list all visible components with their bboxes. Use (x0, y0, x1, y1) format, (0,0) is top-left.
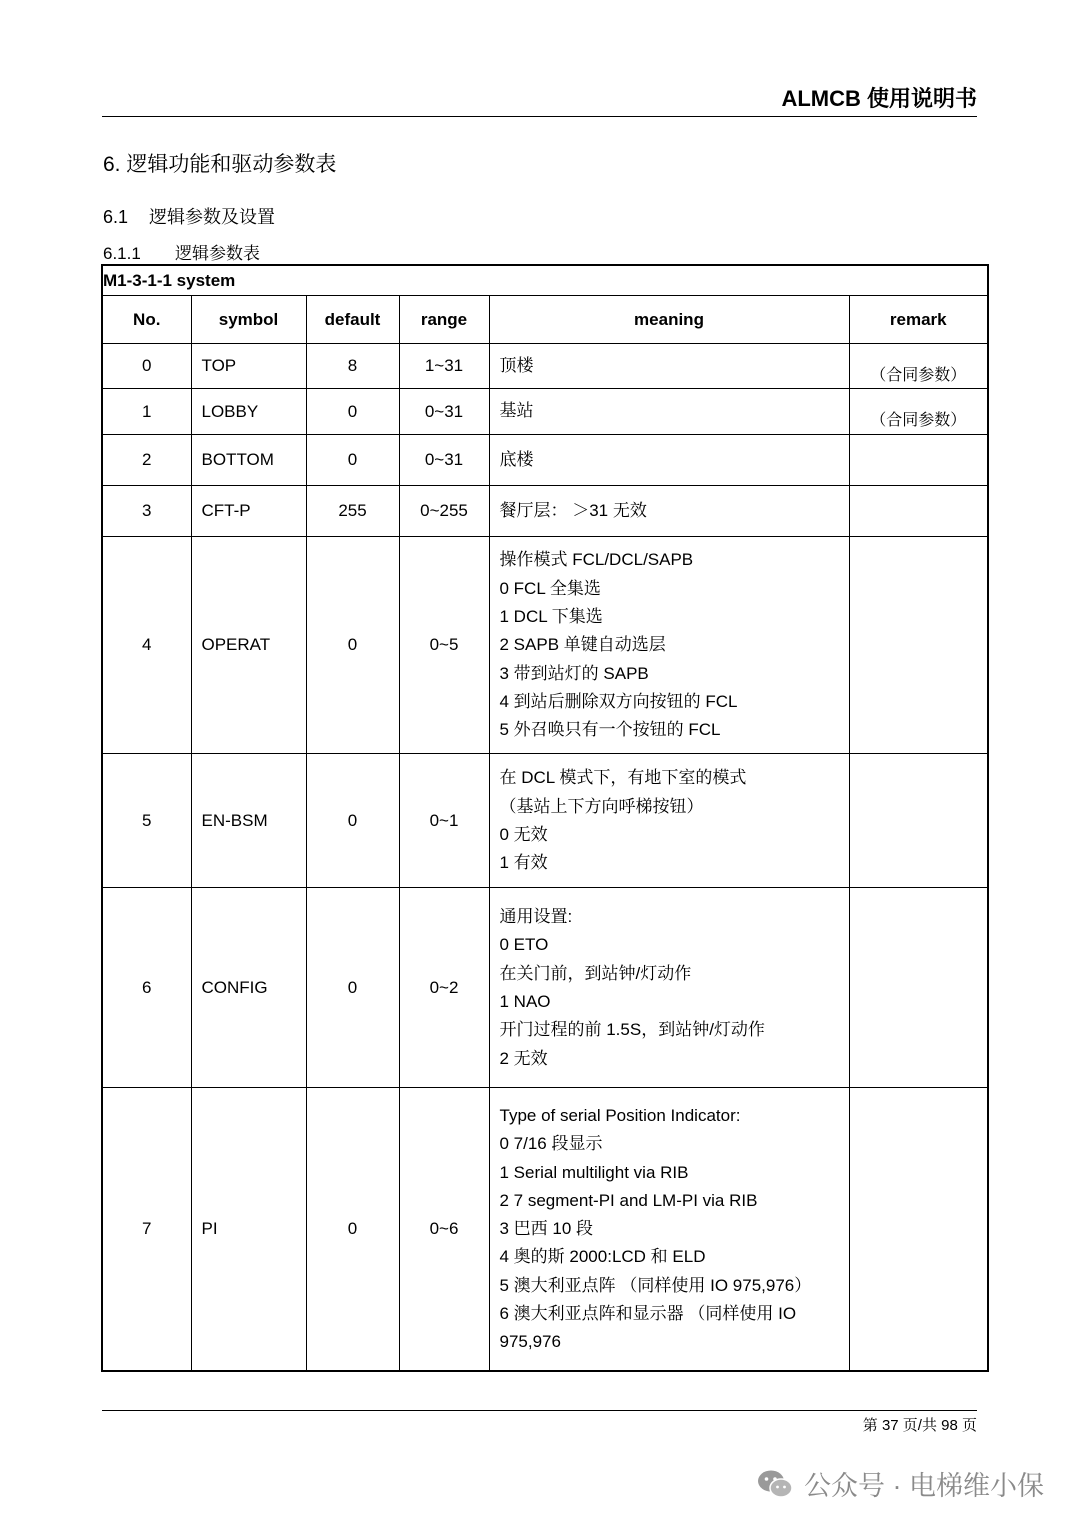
watermark-text: 公众号 · 电梯维小保 (804, 1471, 1044, 1501)
cell-meaning (489, 754, 849, 888)
cell-range: 0~31 (399, 389, 489, 435)
table-caption: M1-3-1-1 system (102, 265, 988, 296)
cell-range: 0~5 (399, 537, 489, 754)
meaning-line: 1 NAO (499, 992, 551, 1011)
meaning-line: 0 ETO (499, 935, 549, 955)
page-number: 第 37 页/共 98 页 (862, 1417, 977, 1434)
meaning-line: 顶楼 (499, 355, 534, 375)
cell-remark (849, 389, 988, 435)
cell-meaning (489, 486, 849, 537)
cell-remark (849, 486, 988, 537)
meaning-line: 餐厅层： ＞31 无效 (499, 500, 647, 520)
table-row (102, 1088, 988, 1371)
cell-remark (849, 344, 988, 389)
cell-remark (849, 537, 988, 754)
section-heading-6-1 (103, 203, 275, 229)
cell-no: 7 (102, 1088, 191, 1371)
table-row (102, 435, 988, 486)
column-header-range: range (399, 296, 489, 344)
cell-default: 0 (306, 1088, 399, 1371)
cell-symbol: PI (191, 1088, 306, 1371)
section-title: 逻辑参数及设置 (149, 207, 275, 227)
table-caption-row (102, 265, 988, 296)
cell-range: 0~31 (399, 435, 489, 486)
cell-default: 255 (306, 486, 399, 537)
meaning-line: 2 无效 (499, 1048, 548, 1068)
header-divider (102, 116, 977, 117)
cell-meaning (489, 344, 849, 389)
table-header-row (102, 296, 988, 344)
meaning-line: 通用设置: (499, 907, 573, 927)
cell-meaning (489, 389, 849, 435)
cell-symbol: CONFIG (191, 888, 306, 1088)
meaning-line: 4 奥的斯 2000:LCD 和 ELD (499, 1247, 706, 1267)
column-header-no: No. (102, 296, 191, 344)
table-row (102, 888, 988, 1088)
cell-range: 0~2 (399, 888, 489, 1088)
cell-remark (849, 888, 988, 1088)
cell-no: 5 (102, 754, 191, 888)
meaning-line: 底楼 (499, 449, 534, 469)
cell-remark (849, 754, 988, 888)
cell-no: 2 (102, 435, 191, 486)
table-row (102, 344, 988, 389)
meaning-line: 基站 (499, 401, 534, 421)
table-row (102, 486, 988, 537)
column-header-symbol: symbol (191, 296, 306, 344)
column-header-meaning: meaning (489, 296, 849, 344)
meaning-line: 0 7/16 段显示 (499, 1134, 603, 1154)
meaning-line: 1 DCL 下集选 (499, 607, 603, 627)
meaning-line: 3 巴西 10 段 (499, 1219, 594, 1239)
meaning-line: 975,976 (499, 1332, 561, 1352)
meaning-line: 1 有效 (499, 853, 548, 873)
table-row (102, 389, 988, 435)
document-header-title: ALMCB 使用说明书 (781, 86, 977, 111)
meaning-line: 2 SAPB 单键自动选层 (499, 635, 666, 655)
meaning-line: 在关门前，到站钟/灯动作 (499, 963, 692, 983)
remark-text: （合同参数） (870, 412, 967, 429)
cell-range: 0~255 (399, 486, 489, 537)
cell-meaning (489, 888, 849, 1088)
cell-symbol: LOBBY (191, 389, 306, 435)
meaning-line: 5 外召唤只有一个按钮的 FCL (499, 720, 721, 740)
column-header-remark: remark (849, 296, 988, 344)
meaning-line: 0 无效 (499, 825, 548, 844)
meaning-line: Type of serial Position Indicator: (499, 1105, 741, 1125)
section-heading-6-1-1 (103, 239, 260, 264)
meaning-line: 2 7 segment-PI and LM-PI via RIB (499, 1190, 758, 1210)
cell-default: 0 (306, 888, 399, 1088)
cell-remark (849, 435, 988, 486)
meaning-line: 4 到站后删除双方向按钮的 FCL (499, 691, 738, 711)
section-title: 逻辑参数表 (175, 244, 260, 263)
section-number: 6.1 (103, 207, 129, 227)
wechat-icon (756, 1469, 794, 1499)
section-heading-6: 6. 逻辑功能和驱动参数表 (103, 153, 337, 176)
meaning-line: 在 DCL 模式下，有地下室的模式 (499, 768, 747, 788)
meaning-line: 3 带到站灯的 SAPB (499, 663, 649, 683)
meaning-line: 0 FCL 全集选 (499, 578, 601, 598)
table-row (102, 537, 988, 754)
section-number: 6.1.1 (103, 244, 141, 263)
cell-meaning (489, 435, 849, 486)
cell-no: 4 (102, 537, 191, 754)
meaning-line: 5 澳大利亚点阵 （同样使用 IO 975,976） (499, 1275, 812, 1295)
cell-remark (849, 1088, 988, 1371)
cell-symbol: OPERAT (191, 537, 306, 754)
meaning-line: 开门过程的前 1.5S，到站钟/灯动作 (499, 1020, 765, 1040)
remark-text: （合同参数） (870, 366, 967, 384)
cell-symbol: EN-BSM (191, 754, 306, 888)
cell-default: 0 (306, 389, 399, 435)
cell-default: 0 (306, 754, 399, 888)
cell-default: 8 (306, 344, 399, 389)
meaning-line: 6 澳大利亚点阵和显示器 （同样使用 IO (499, 1303, 797, 1323)
cell-meaning (489, 1088, 849, 1371)
footer-divider (102, 1410, 977, 1411)
cell-no: 6 (102, 888, 191, 1088)
cell-default: 0 (306, 435, 399, 486)
meaning-line: 1 Serial multilight via RIB (499, 1162, 689, 1182)
watermark (756, 1464, 1044, 1503)
cell-range: 1~31 (399, 344, 489, 389)
cell-no: 1 (102, 389, 191, 435)
cell-symbol: TOP (191, 344, 306, 389)
table-row (102, 754, 988, 888)
logic-parameter-table (101, 264, 989, 1372)
cell-range: 0~1 (399, 754, 489, 888)
cell-default: 0 (306, 537, 399, 754)
cell-meaning (489, 537, 849, 754)
meaning-line: 操作模式 FCL/DCL/SAPB (499, 550, 694, 570)
cell-no: 3 (102, 486, 191, 537)
cell-range: 0~6 (399, 1088, 489, 1371)
cell-symbol: BOTTOM (191, 435, 306, 486)
cell-symbol: CFT-P (191, 486, 306, 537)
cell-no: 0 (102, 344, 191, 389)
column-header-default: default (306, 296, 399, 344)
meaning-line: （基站上下方向呼梯按钮） (499, 796, 704, 816)
